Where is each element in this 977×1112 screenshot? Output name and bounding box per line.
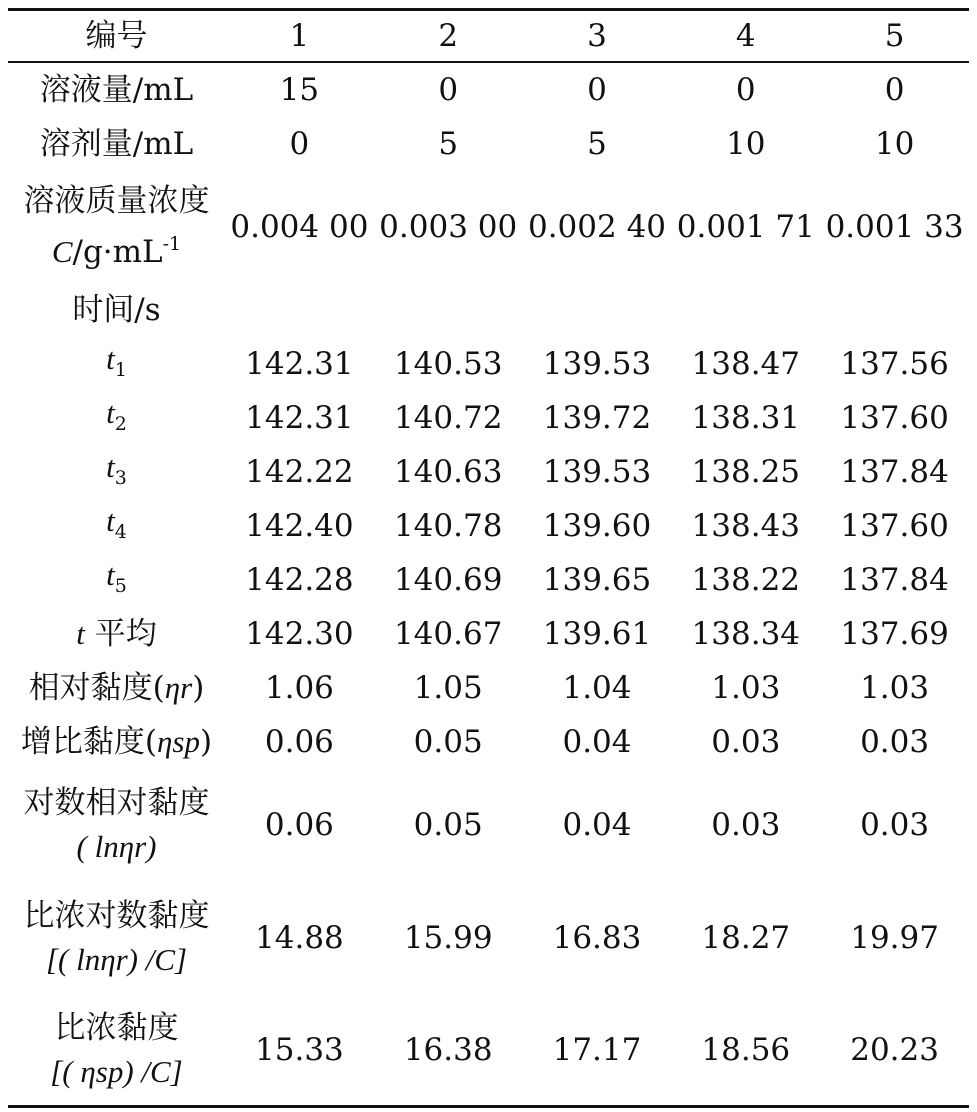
cell: 0.05 [413,724,483,760]
time-symbol: t [106,340,115,376]
cell: 140.63 [393,454,503,490]
cell: 18.27 [701,920,791,956]
cell: 140.67 [393,616,503,652]
row-label-line1: 比浓黏度 [54,1010,179,1046]
cell [671,283,820,337]
cell: 0.06 [264,807,334,843]
header-col-4: 4 [735,18,756,54]
viscosity-data-table [8,8,969,1108]
cell: 20.23 [850,1032,939,1068]
row-label-line1: 溶液质量浓度 [23,183,210,219]
header-row [8,11,969,61]
cell: 15.99 [403,920,493,956]
cell: 138.47 [691,346,801,382]
cell [820,283,969,337]
cell: 140.78 [393,508,503,544]
cell: 10 [874,126,915,162]
cell: 142.31 [245,400,354,436]
cell: 1.05 [413,670,483,706]
cell: 16.83 [552,920,642,956]
concentration-symbol: C [51,234,73,269]
cell: 139.53 [542,346,652,382]
cell: 0 [587,72,607,108]
cell: 137.84 [840,562,949,598]
unit-exponent: -1 [162,233,182,255]
cell: 142.28 [245,562,354,598]
row-label [8,499,225,553]
close-paren: ) [192,670,205,706]
cell: 1.03 [860,670,930,706]
cell: 0.04 [562,724,632,760]
row-label: 溶剂量/mL [39,126,194,162]
bottom-rule [8,1105,969,1108]
cell: 139.61 [542,616,652,652]
specific-viscosity-label: 增比黏度( [20,724,158,760]
cell: 139.65 [542,562,652,598]
cell: 10 [726,126,766,162]
row-label-line2: ( lnηr) [76,829,157,864]
cell: 14.88 [255,920,344,956]
table-row [8,661,969,715]
row-label-line2: [( ηsp) /C] [50,1054,183,1089]
average-label: 平均 [84,616,157,652]
eta-sp-symbol: ηsp [157,724,200,759]
cell: 0.06 [264,724,334,760]
cell: 0 [884,72,905,108]
row-label [8,553,225,607]
cell: 139.72 [542,400,652,436]
cell: 138.34 [691,616,801,652]
cell: 0.05 [413,807,483,843]
cell: 1.03 [711,670,781,706]
row-label [8,171,225,283]
cell: 0 [735,72,756,108]
cell: 142.40 [245,508,354,544]
time-subscript: 4 [114,520,127,543]
cell: 140.69 [393,562,503,598]
cell [523,283,672,337]
cell [225,283,374,337]
row-label-line2 [8,223,225,274]
relative-viscosity-label: 相对黏度( [28,670,165,706]
row-label: 溶液量/mL [39,72,194,108]
cell: 15.33 [255,1032,344,1068]
concentration-unit: /g·mL [72,234,163,270]
table-row [8,715,969,769]
table-row [8,117,969,171]
cell: 0.03 [860,807,930,843]
time-subscript: 3 [114,466,127,489]
cell: 142.31 [245,346,354,382]
cell: 5 [587,126,607,162]
cell: 137.56 [840,346,949,382]
row-label [8,769,225,881]
cell: 5 [438,126,459,162]
cell: 140.53 [393,346,503,382]
time-symbol: t [106,502,115,538]
row-label [8,715,225,769]
row-label-line1: 比浓对数黏度 [23,898,210,934]
table-row [8,63,969,117]
cell: 140.72 [393,400,503,436]
table-row [8,391,969,445]
table-row [8,607,969,661]
row-label [8,445,225,499]
cell: 138.31 [691,400,801,436]
table-row [8,995,969,1105]
cell: 0.03 [860,724,930,760]
data-table [8,11,969,61]
cell: 17.17 [552,1032,642,1068]
row-label [8,881,225,995]
cell: 1.04 [562,670,632,706]
cell: 1.06 [264,670,334,706]
table-row [8,337,969,391]
row-label [8,607,225,661]
header-label: 编号 [85,18,148,54]
row-label [8,337,225,391]
table-row [8,171,969,283]
cell: 137.84 [840,454,949,490]
row-label [8,391,225,445]
time-subscript: 1 [114,358,127,381]
cell: 138.22 [691,562,801,598]
cell: 138.43 [691,508,801,544]
cell: 0.001 71 [676,209,815,245]
cell: 0.03 [711,807,781,843]
close-paren: ) [199,724,213,760]
time-symbol: t [76,616,85,651]
row-label-line1: 对数相对黏度 [23,785,210,821]
cell: 16.38 [403,1032,493,1068]
time-subscript: 5 [114,574,127,597]
cell: 0 [438,72,459,108]
row-label [8,995,225,1105]
header-col-2: 2 [438,18,459,54]
table-row [8,553,969,607]
cell: 0.004 00 [230,209,369,245]
cell: 139.60 [542,508,652,544]
row-label: 时间/s [72,292,161,328]
data-table-body [8,63,969,1105]
eta-r-symbol: ηr [164,670,193,705]
time-subscript: 2 [114,412,127,435]
cell: 0.04 [562,807,632,843]
cell: 139.53 [542,454,652,490]
cell: 138.25 [691,454,801,490]
header-col-3: 3 [587,18,607,54]
cell: 0.03 [711,724,781,760]
table-row [8,283,969,337]
cell: 15 [279,72,320,108]
time-symbol: t [106,448,115,484]
cell: 142.30 [245,616,354,652]
table-row [8,445,969,499]
cell: 18.56 [701,1032,791,1068]
cell [374,283,523,337]
table-row [8,881,969,995]
cell: 142.22 [245,454,354,490]
cell: 137.60 [840,508,949,544]
row-label-line2: [( lnηr) /C] [45,942,188,977]
table-row [8,769,969,881]
cell: 0.002 40 [527,209,667,245]
time-symbol: t [106,394,115,430]
cell: 19.97 [850,920,939,956]
cell: 137.69 [840,616,949,652]
row-label [8,661,225,715]
header-col-1: 1 [289,18,310,54]
cell: 0.001 33 [825,209,964,245]
header-col-5: 5 [884,18,905,54]
cell: 137.60 [840,400,949,436]
table-row [8,499,969,553]
time-symbol: t [106,556,115,592]
cell: 0.003 00 [379,209,518,245]
cell: 0 [289,126,310,162]
